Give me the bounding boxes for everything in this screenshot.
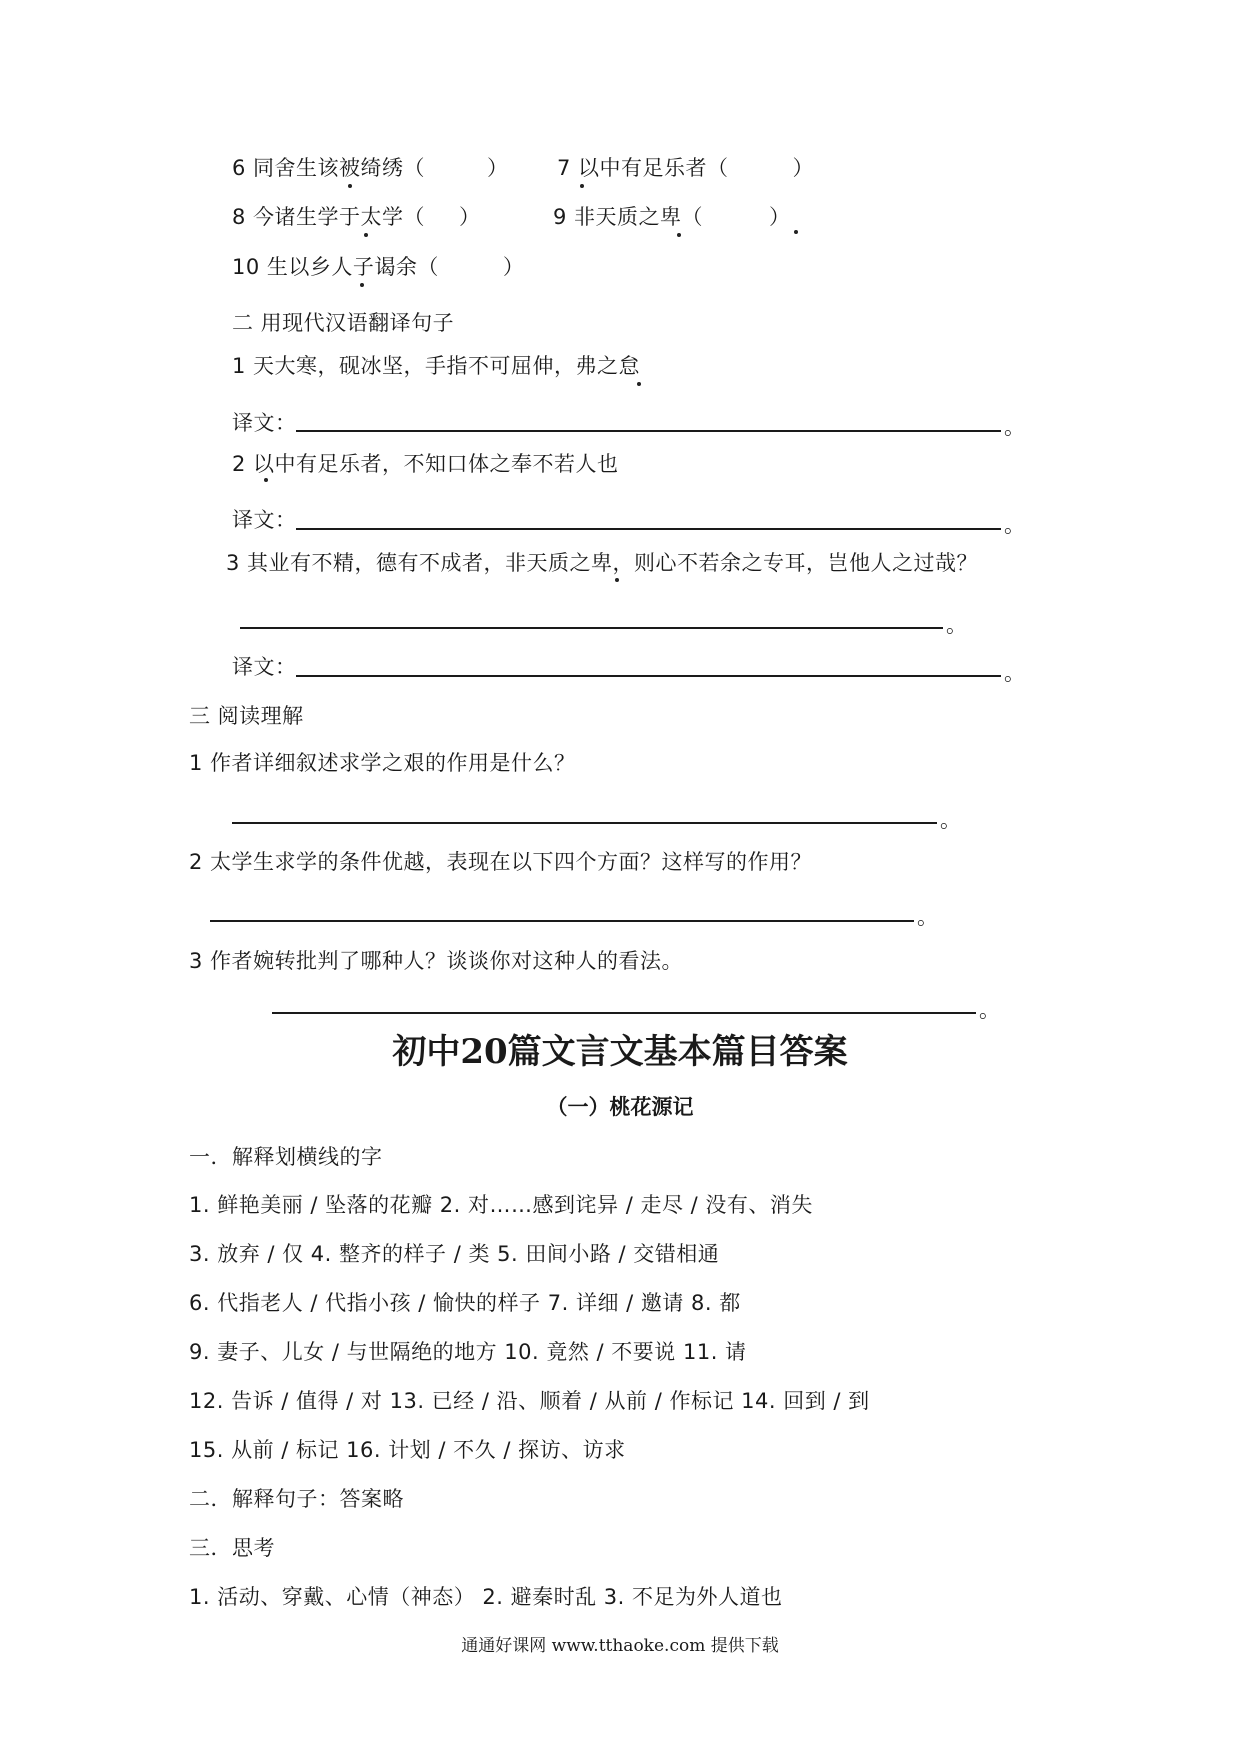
answer-label: 译文： (232, 655, 297, 679)
period-mark: 。 (1004, 661, 1025, 685)
answer-line-text: 15. 从前 / 标记 16. 计划 / 不久 / 探访、访求 (189, 1438, 626, 1462)
item-7: 7 以中有足乐者（ ） (557, 156, 815, 180)
footer-text: 通通好课网 www.tthaoke.com 提供下载 (461, 1636, 779, 1656)
item-6: 6 同舍生该被绮绣（ ） (232, 156, 509, 180)
period-mark: 。 (979, 998, 1000, 1022)
question-text: 2 太学生求学的条件优越，表现在以下四个方面？这样写的作用？ (189, 850, 813, 874)
emphasis-dot (794, 230, 798, 234)
answer-line-text: 12. 告诉 / 值得 / 对 13. 已经 / 沿、顺着 / 从前 / 作标记 14. 回到 / 到 (189, 1389, 870, 1413)
item-9: 9 非天质之卑（ ） (553, 205, 791, 229)
answer-line-text: 6. 代指老人 / 代指小孩 / 愉快的样子 7. 详细 / 邀请 8. 都 (189, 1291, 741, 1315)
emphasis-dot (264, 478, 268, 482)
emphasis-dot (360, 283, 364, 287)
answer-line-text: 1. 活动、穿戴、心情（神态） 2. 避秦时乱 3. 不足为外人道也 (189, 1585, 783, 1609)
emphasis-dot (615, 578, 619, 582)
answer-line-text: 3. 放弃 / 仅 4. 整齐的样子 / 类 5. 田间小路 / 交错相通 (189, 1242, 720, 1266)
answer-line (296, 528, 1001, 530)
question-text: 2 以中有足乐者，不知口体之奉不若人也 (232, 452, 619, 476)
emphasis-dot (637, 382, 641, 386)
section-heading: 三．思考 (189, 1536, 275, 1560)
period-mark: 。 (1004, 415, 1025, 439)
answer-line (296, 675, 1001, 677)
emphasis-dot (364, 233, 368, 237)
answer-line (272, 1012, 976, 1014)
answer-line-text: 1. 鲜艳美丽 / 坠落的花瓣 2. 对……感到诧异 / 走尽 / 没有、消失 (189, 1193, 813, 1217)
item-10: 10 生以乡人子谒余（ ） (232, 255, 525, 279)
emphasis-dot (677, 233, 681, 237)
section-heading: 二．解释句子：答案略 (189, 1487, 404, 1511)
item-8: 8 今诸生学于太学（ ） (232, 205, 481, 229)
answer-line (296, 430, 1001, 432)
period-mark: 。 (917, 905, 938, 929)
section-heading: 二 用现代汉语翻译句子 (232, 311, 455, 335)
answers-subtitle: （一）桃花源记 (546, 1094, 694, 1119)
period-mark: 。 (940, 808, 961, 832)
question-text: 3 其业有不精，德有不成者，非天质之卑，则心不若余之专耳，岂他人之过哉？ (226, 551, 979, 575)
answer-line (210, 920, 914, 922)
emphasis-dot (348, 184, 352, 188)
question-text: 1 天大寒，砚冰坚，手指不可屈伸，弗之怠 (232, 354, 641, 378)
period-mark: 。 (946, 613, 967, 637)
answers-title: 初中20篇文言文基本篇目答案 (392, 1032, 848, 1072)
question-text: 1 作者详细叙述求学之艰的作用是什么？ (189, 751, 576, 775)
answer-label: 译文： (232, 411, 297, 435)
answer-label: 译文： (232, 508, 297, 532)
section-heading: 三 阅读理解 (189, 704, 304, 728)
section-heading: 一．解释划横线的字 (189, 1145, 383, 1169)
emphasis-dot (580, 184, 584, 188)
answer-line (240, 627, 943, 629)
question-text: 3 作者婉转批判了哪种人？谈谈你对这种人的看法。 (189, 949, 684, 973)
answer-line (232, 822, 937, 824)
answer-line-text: 9. 妻子、儿女 / 与世隔绝的地方 10. 竟然 / 不要说 11. 请 (189, 1340, 747, 1364)
period-mark: 。 (1004, 513, 1025, 537)
